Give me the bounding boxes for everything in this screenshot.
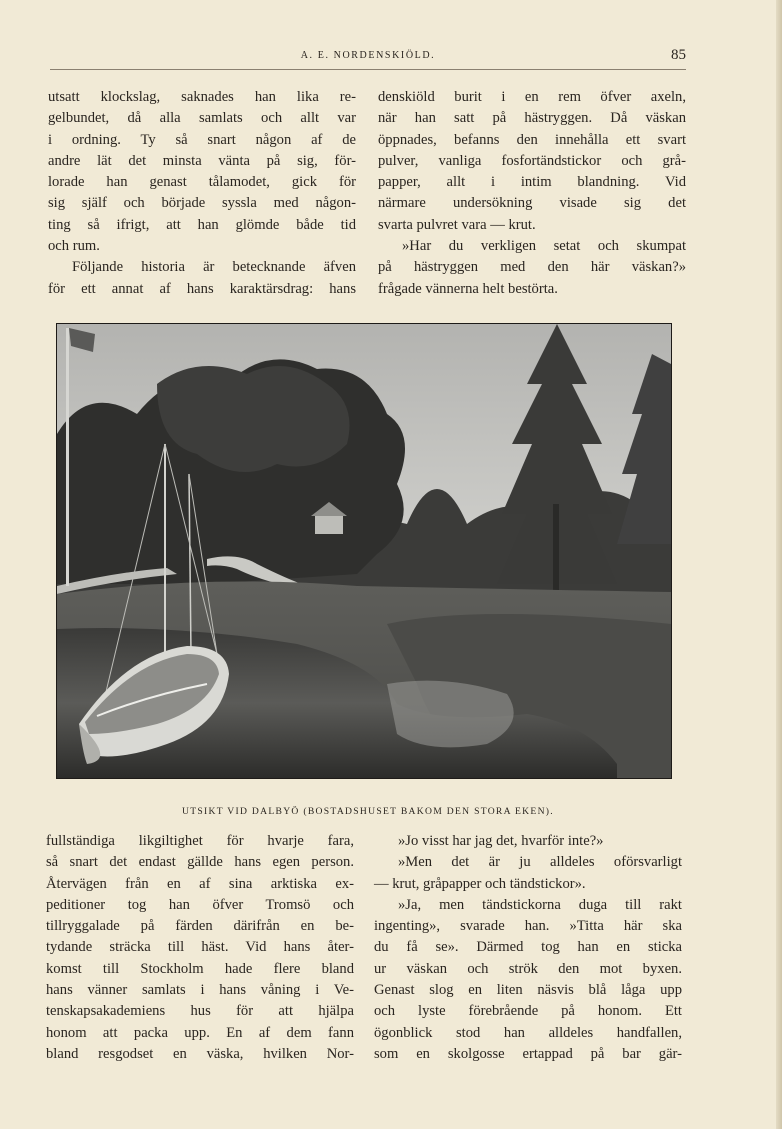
text-line: — krut, gråpapper och tändstickor». <box>374 875 586 892</box>
text-line: du få se». Därmed tog han en sticka <box>374 939 682 956</box>
text-line: ögonblick stod han alldeles handfallen, <box>374 1024 682 1041</box>
text-line: och rum. <box>48 238 100 255</box>
text-line: pulver, vanliga fosfortändstickor och grå- <box>378 152 686 169</box>
text-line: peditioner tog han öfver Tromsö och <box>46 896 354 913</box>
text-line: Genast slog en liten näsvis blå låga upp <box>374 982 682 999</box>
text-column-top-left <box>48 87 356 300</box>
text-line: ingenting», svarade han. »Titta här ska <box>374 918 682 935</box>
text-line: frågade vännerna helt bestörta. <box>378 280 558 297</box>
text-line: ting så ifrigt, att han glömde både tid <box>48 216 356 233</box>
text-column-top-right <box>378 87 686 300</box>
lake-scene-illustration <box>57 324 671 778</box>
text-line: andre lät det minsta vänta på sig, för- <box>48 152 356 169</box>
text-line: tenskapsakademiens hus för att hjälpa <box>46 1003 354 1020</box>
text-line: i ordning. Ty så snart någon af de <box>48 131 356 148</box>
text-line: Återvägen från en af sina arktiska ex- <box>46 875 354 892</box>
text-line: för ett annat af hans karaktärsdrag: hans <box>48 280 356 297</box>
text-line: svarta pulvret vara — krut. <box>378 216 536 233</box>
running-title: A. E. NORDENSKIÖLD. <box>300 50 436 61</box>
text-column-bottom-left <box>46 831 354 1065</box>
text-line: närmare undersökning visade sig det <box>378 195 686 212</box>
text-line: ur väskan och strök den mot byxen. <box>374 960 682 977</box>
text-line: denskiöld burit i en rem öfver axeln, <box>378 89 686 105</box>
text-line: fullständiga likgiltighet för hvarje fara, <box>46 833 354 849</box>
landscape-photo <box>56 323 672 779</box>
text-line: utsatt klockslag, saknades han lika re- <box>48 89 356 105</box>
text-line: bland resgodset en väska, hvilken Nor- <box>46 1045 354 1062</box>
text-line: tillryggalade på färden därifrån en be- <box>46 918 354 935</box>
text-line: »Jo visst har jag det, hvarför inte?» <box>398 833 604 849</box>
text-line: gelbundet, då alla samlats och allt var <box>48 110 356 127</box>
text-line: Följande historia är betecknande äfven <box>72 259 356 276</box>
text-line: komst till Stockholm hade flere bland <box>46 960 354 977</box>
text-line: och lyste förebrående på honom. Ett <box>374 1003 682 1020</box>
text-line: sig själf och började syssla med någon- <box>48 195 356 212</box>
running-head <box>50 47 686 69</box>
text-column-bottom-right <box>374 831 682 1065</box>
header-rule <box>50 69 686 70</box>
text-line: hans vänner samlats i hans våning i Ve- <box>46 982 354 999</box>
text-line: lorade han genast tålamodet, gick för <box>48 174 356 191</box>
text-line: »Ja, men tändstickorna duga till rakt <box>398 896 682 913</box>
figure-caption: UTSIKT VID DALBYÖ (BOSTADSHUSET BAKOM DEN STORA EKEN). <box>181 806 554 817</box>
text-line: öppnades, befanns den innehålla ett svart <box>378 131 686 148</box>
text-line: honom att packa upp. En af dem fann <box>46 1024 354 1041</box>
page-edge <box>776 0 782 1129</box>
page-number: 85 <box>671 47 686 63</box>
text-line: »Har du verkligen setat och skumpat <box>402 238 686 255</box>
text-line: så snart det endast gällde hans egen person. <box>46 854 354 871</box>
text-line: tydande sträcka till häst. Vid hans åter- <box>46 939 354 956</box>
text-line: som en skolgosse ertappad på bar gär- <box>374 1045 682 1062</box>
text-line: på hästryggen med den här väskan?» <box>378 259 686 276</box>
text-line: »Men det är ju alldeles oförsvarligt <box>398 854 682 871</box>
text-line: papper, allt i intim blandning. Vid <box>378 174 686 191</box>
text-line: när han satt på hästryggen. Då väskan <box>378 110 686 127</box>
